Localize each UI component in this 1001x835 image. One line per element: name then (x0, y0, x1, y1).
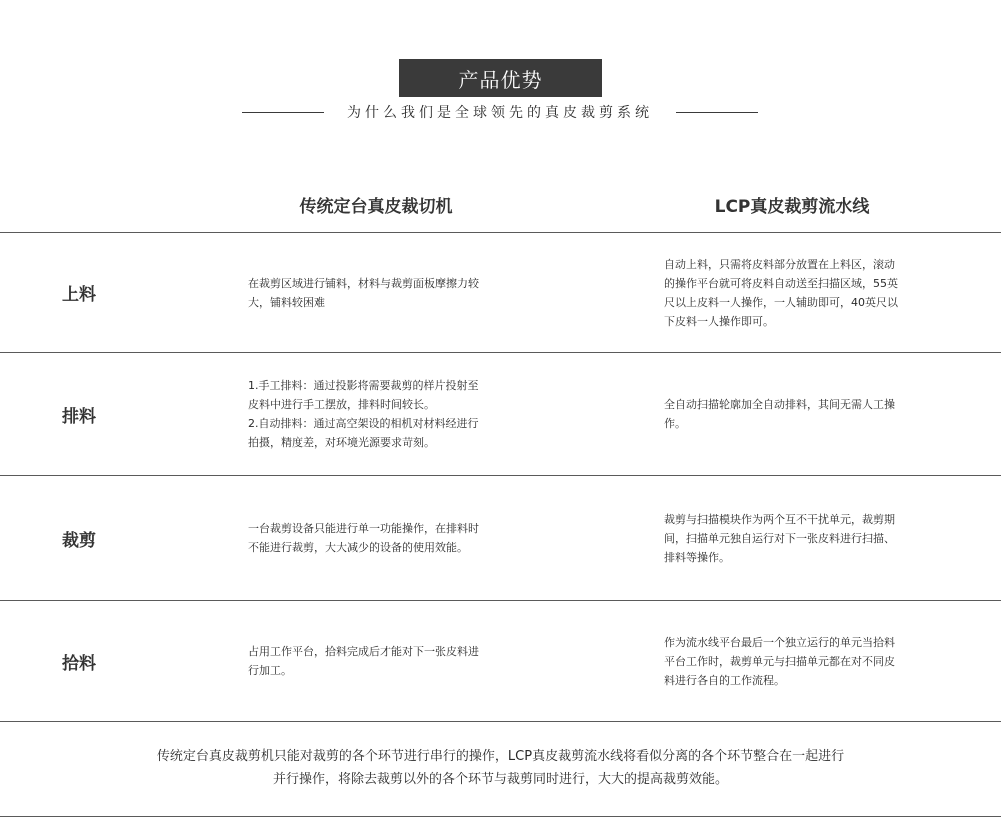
page-title: 产品优势 (399, 59, 602, 97)
row-label-picking: 拾料 (62, 653, 96, 674)
cell-text: 在裁剪区域进行铺料，材料与裁剪面板摩擦力较 大，铺料较困难 (248, 276, 479, 309)
cell-traditional-cutting (248, 476, 510, 600)
table-row-cutting (0, 476, 1001, 600)
cell-text: 一台裁剪设备只能进行单一功能操作，在排料时 不能进行裁剪，大大减少的设备的使用效能。 (248, 522, 479, 554)
cell-text: 占用工作平台，拾料完成后才能对下一张皮料进 行加工。 (248, 645, 479, 677)
column-header-traditional: 传统定台真皮裁切机 (299, 197, 453, 217)
table-row-feeding (0, 233, 1001, 352)
subtitle-divider-left (242, 112, 324, 113)
table-row-picking (0, 601, 1001, 721)
row-label-cutting: 裁剪 (62, 530, 96, 551)
cell-text: 作为流水线平台最后一个独立运行的单元当拾料 平台工作时，裁剪单元与扫描单元都在对不同皮 料进行各自的工作流程。 (664, 635, 895, 687)
cell-lcp-feeding (664, 233, 926, 352)
table-divider (0, 721, 1001, 722)
cell-lcp-picking (664, 601, 926, 721)
table-divider (0, 816, 1001, 817)
cell-text: 全自动扫描轮廓加全自动排料，其间无需人工操 作。 (664, 398, 895, 430)
subtitle: 为什么我们是全球领先的真皮裁剪系统 (347, 105, 653, 121)
cell-lcp-nesting (664, 353, 926, 475)
summary-text: 传统定台真皮裁剪机只能对裁剪的各个环节进行串行的操作，LCP真皮裁剪流水线将看似分离的各个环节整合在一起进行 并行操作，将除去裁剪以外的各个环节与裁剪同时进行，大大的提高裁剪效能。 (156, 749, 845, 787)
cell-text: 裁剪与扫描模块作为两个互不干扰单元，裁剪期 间，扫描单元独自运行对下一张皮料进行扫描、 排料等操作。 (664, 512, 895, 564)
table-row-nesting (0, 353, 1001, 475)
subtitle-row (0, 102, 1001, 124)
cell-text: 1.手工排料：通过投影将需要裁剪的样片投射至 皮料中进行手工摆放，排料时间较长。 2.自动排料：通过高空架设的相机对材料经进行 拍摄，精度差，对环境光源要求苛刻。 (248, 379, 479, 449)
subtitle-divider-right (676, 112, 758, 113)
cell-text: 自动上料，只需将皮料部分放置在上料区，滚动 的操作平台就可将皮料自动送至扫描区域，55英 尺以上皮料一人操作，一人辅助即可，40英尺以 下皮料一人操作即可。 (664, 257, 898, 328)
cell-traditional-feeding (248, 233, 510, 352)
row-label-feeding: 上料 (62, 285, 96, 305)
cell-traditional-nesting (248, 353, 510, 475)
row-label-nesting: 排料 (62, 406, 96, 427)
cell-lcp-cutting (664, 476, 926, 600)
cell-traditional-picking (248, 601, 510, 721)
column-header-lcp: LCP真皮裁剪流水线 (714, 197, 870, 217)
